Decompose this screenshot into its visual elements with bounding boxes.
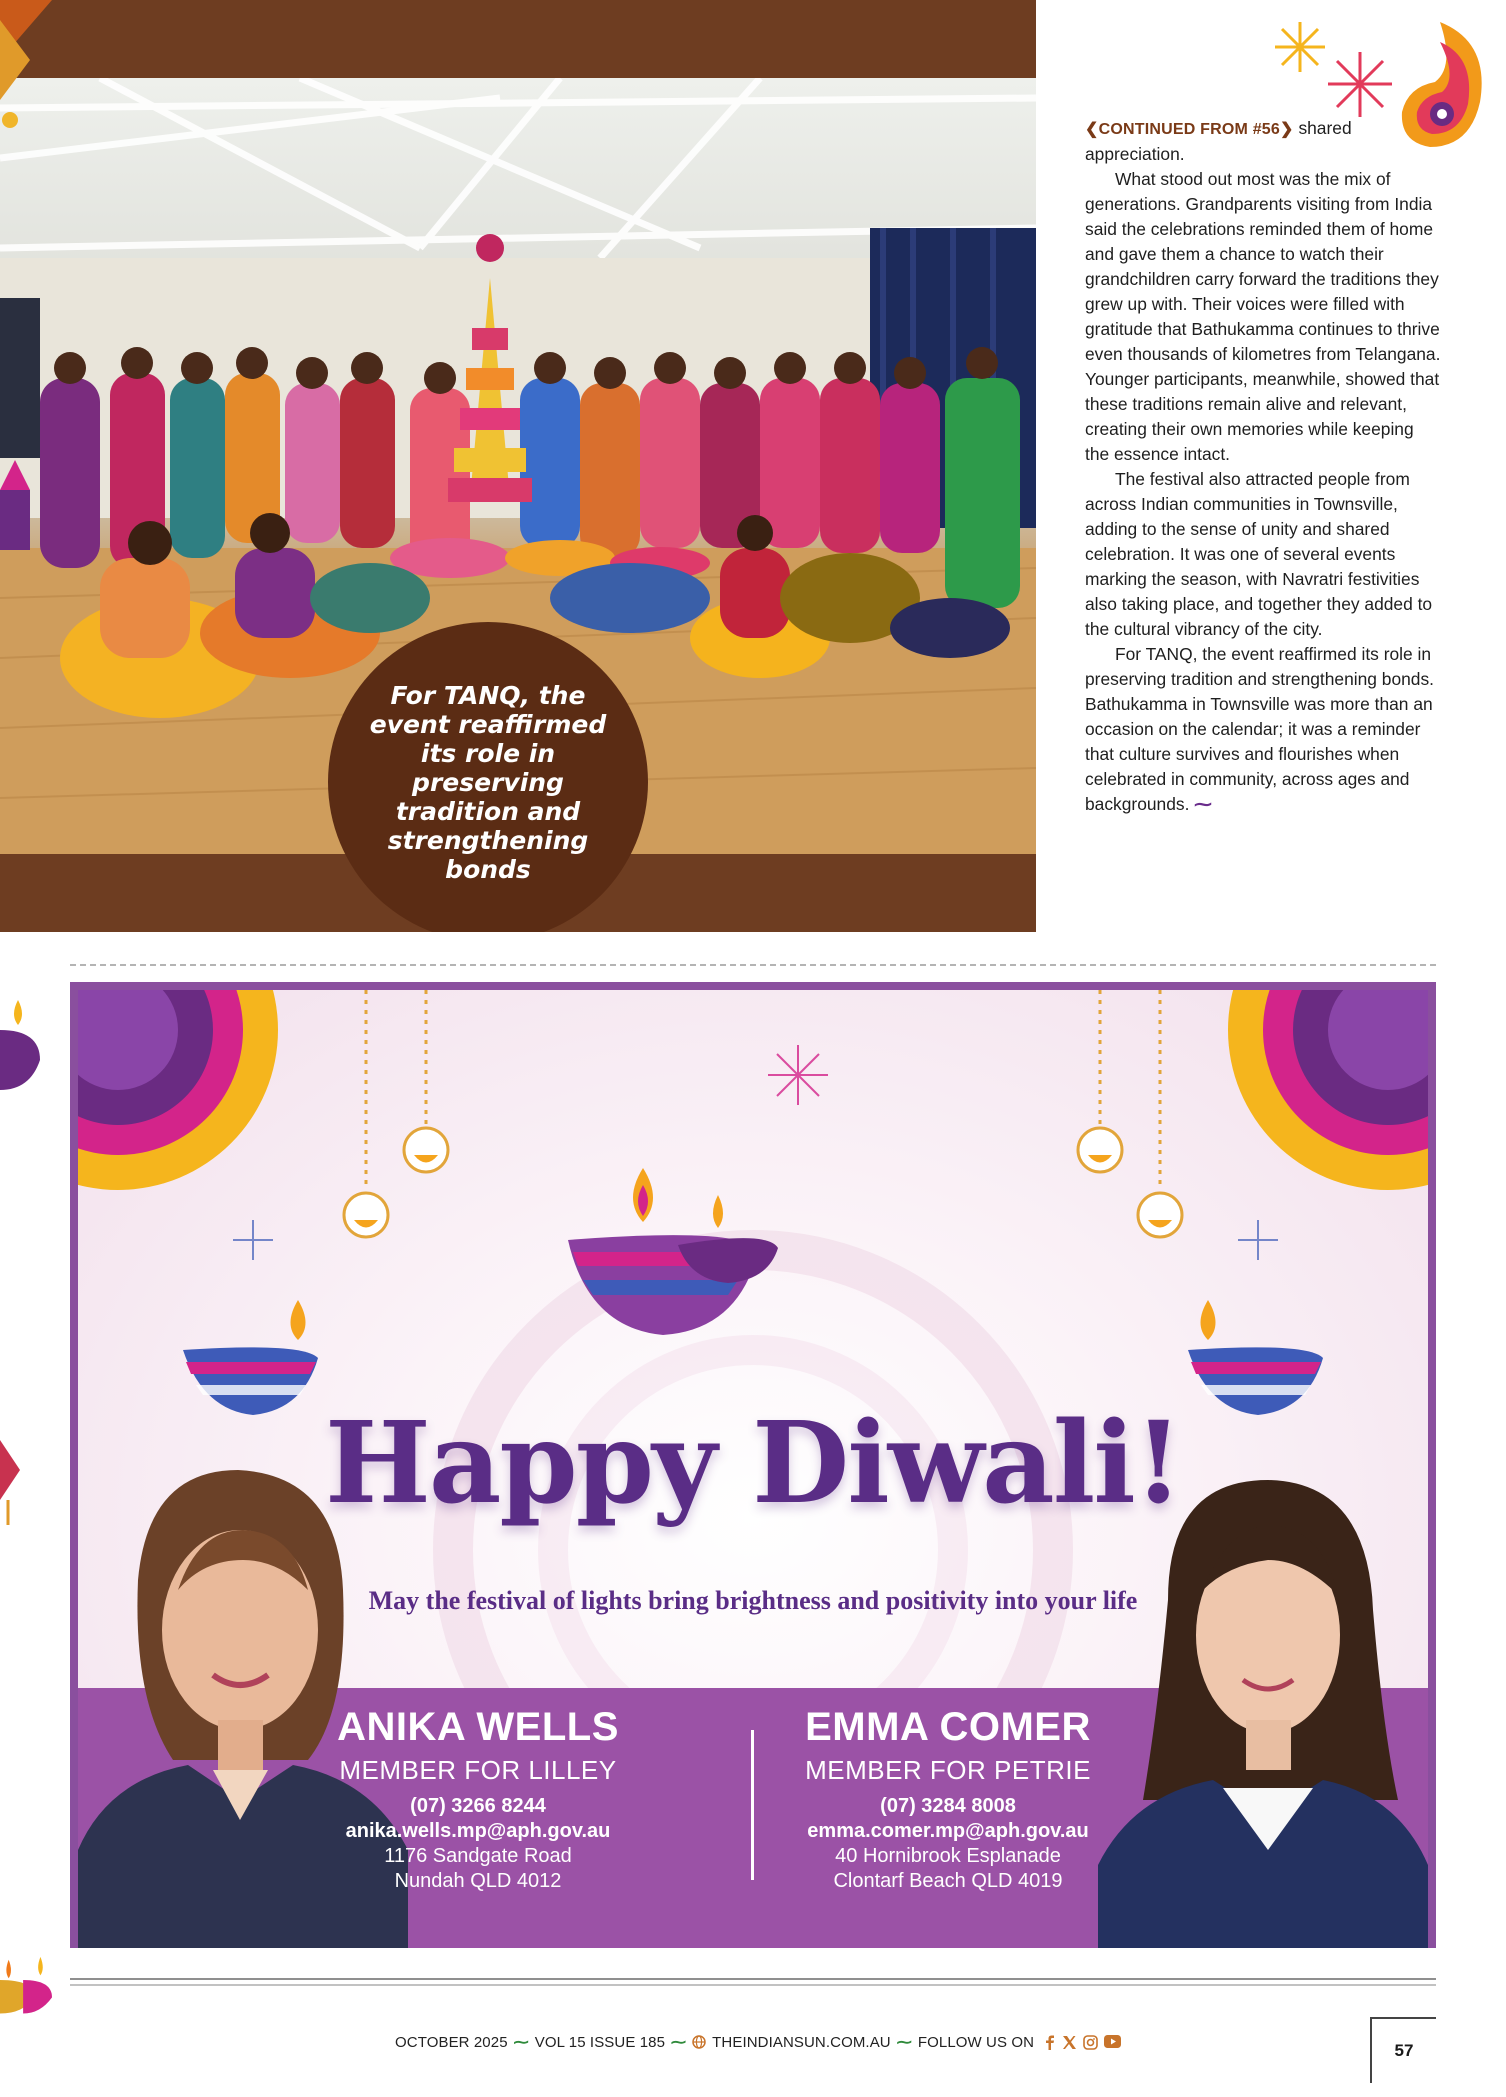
footer-issue: VOL 15 ISSUE 185 bbox=[534, 2033, 666, 2051]
article-continuation bbox=[1085, 116, 1441, 817]
continued-from-tag[interactable]: ❮CONTINUED FROM #56❯ bbox=[1085, 121, 1294, 138]
person-address-line1: 1176 Sandgate Road bbox=[384, 1845, 572, 1867]
person-email[interactable]: anika.wells.mp@aph.gov.au bbox=[345, 1820, 611, 1842]
person-address-line2: Nundah QLD 4012 bbox=[394, 1870, 562, 1892]
person-role: MEMBER FOR LILLEY bbox=[339, 1755, 617, 1785]
left-edge-diya-icon bbox=[0, 990, 52, 1110]
x-icon[interactable] bbox=[1062, 2035, 1077, 2050]
footer-separator-icon: ⁓ bbox=[896, 2034, 912, 2051]
footer-website-link[interactable]: THEINDIANSUN.COM.AU bbox=[712, 2033, 891, 2051]
person-phone[interactable]: (07) 3284 8008 bbox=[880, 1795, 1016, 1817]
footer-separator-icon: ⁓ bbox=[513, 2034, 529, 2051]
instagram-icon[interactable] bbox=[1083, 2035, 1098, 2050]
person-name: ANIKA WELLS bbox=[337, 1705, 619, 1749]
youtube-icon[interactable] bbox=[1104, 2035, 1121, 2048]
feature-photo-block bbox=[0, 0, 1036, 932]
pull-quote-text: For TANQ, the event reaffirmed its role in preserving tradition and strengthening bonds bbox=[369, 680, 607, 884]
portrait-emma-comer bbox=[1098, 1470, 1428, 1948]
article-end-mark-icon: ⁓ bbox=[1194, 794, 1212, 814]
left-edge-paisley-icon bbox=[0, 0, 52, 160]
article-paragraph bbox=[1085, 642, 1441, 817]
contact-divider bbox=[751, 1730, 754, 1880]
mandala-top-left-icon bbox=[78, 990, 278, 1190]
person-email[interactable]: emma.comer.mp@aph.gov.au bbox=[807, 1820, 1089, 1842]
article-lead-paragraph bbox=[1085, 116, 1441, 167]
article-paragraph-text: For TANQ, the event reaffirmed its role in preserving tradition and strengthening bonds. Bathukamma in Townsville was more than an occasion on the calendar; it was a reminder that culture survives and flourishes when celebrated in community, across ages and backgrounds. bbox=[1085, 644, 1435, 814]
footer-divider bbox=[70, 1978, 1436, 1986]
left-edge-lamp-icon bbox=[0, 450, 52, 590]
pull-quote-circle bbox=[328, 622, 648, 932]
article-paragraph: The festival also attracted people from across Indian communities in Townsville, adding to the sense of unity and shared celebration. It was one of several events marking the season, with Navratri festivities also taking place, and together they added to the cultural vibrancy of the city. bbox=[1085, 469, 1433, 639]
ad-subheadline: May the festival of lights bring brightness and positivity into your life bbox=[368, 1586, 1138, 1615]
person-role: MEMBER FOR PETRIE bbox=[805, 1755, 1091, 1785]
page-number: 57 bbox=[1370, 2017, 1436, 2083]
lead-text: shared appreciation. bbox=[1085, 118, 1352, 164]
diwali-advertisement bbox=[70, 982, 1436, 1948]
person-phone[interactable]: (07) 3266 8244 bbox=[410, 1795, 546, 1817]
footer-separator-icon: ⁓ bbox=[671, 2034, 687, 2051]
contact-card-emma-comer bbox=[783, 1702, 1113, 1894]
left-edge-diya-pair-icon bbox=[0, 1920, 52, 2040]
footer-date: OCTOBER 2025 bbox=[395, 2033, 508, 2051]
photo-top-bar bbox=[0, 0, 1036, 78]
ad-headline: Happy Diwali! bbox=[325, 1398, 1181, 1529]
facebook-icon[interactable] bbox=[1044, 2035, 1056, 2050]
section-divider bbox=[70, 964, 1436, 966]
social-icons bbox=[1044, 2035, 1121, 2050]
contact-card-anika-wells bbox=[313, 1702, 643, 1894]
left-edge-lantern-icon bbox=[0, 1420, 52, 1530]
person-name: EMMA COMER bbox=[805, 1705, 1091, 1749]
person-address-line1: 40 Hornibrook Esplanade bbox=[835, 1845, 1061, 1867]
page-footer bbox=[395, 2031, 1121, 2053]
footer-follow-label: FOLLOW US ON bbox=[917, 2033, 1035, 2051]
article-paragraph: What stood out most was the mix of generations. Grandparents visiting from India said the celebrations reminded them of home and gave them a chance to watch their grandchildren carry forward the traditions they grew up with. Their voices were filled with gratitude that Bathukamma continues to thrive even thousands of kilometres from Telangana. Younger participants, meanwhile, showed that these traditions remain alive and relevant, creating their own memories while keeping the essence intact. bbox=[1085, 169, 1441, 464]
person-address-line2: Clontarf Beach QLD 4019 bbox=[833, 1870, 1063, 1892]
globe-icon bbox=[692, 2035, 706, 2049]
mandala-top-right-icon bbox=[1228, 990, 1428, 1190]
